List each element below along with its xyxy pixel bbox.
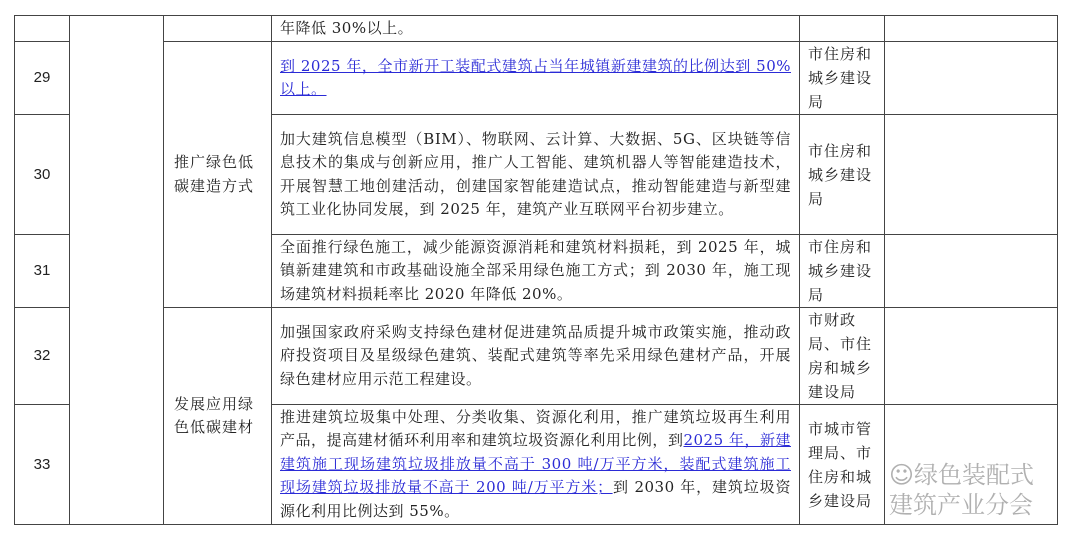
- note-cell: [885, 42, 1058, 115]
- task-cell: [272, 42, 800, 115]
- row-number: 33: [15, 405, 70, 525]
- table-row-continued: [15, 16, 1058, 42]
- dept-cell: 市财政局、市住房和城乡建设局: [800, 308, 885, 405]
- task-cell: 全面推行绿色施工，减少能源资源消耗和建筑材料损耗，到 2025 年，城镇新建建筑和市政基础设施全部采用绿色施工方式；到 2030 年，施工现场建筑材料损耗率比 2020 年降低 20%。: [272, 235, 800, 308]
- dept-cell: 市住房和城乡建设局: [800, 235, 885, 308]
- note-cell: [885, 115, 1058, 235]
- task-text: 推进建筑垃圾集中处理、分类收集、资源化利用，推广建筑垃圾再生利用产品，提高建材循环利用率和建筑垃圾资源化利用比例，到: [280, 407, 791, 450]
- dept-cell: 市城市管理局、市住房和城乡建设局: [800, 405, 885, 525]
- task-cell: 加大建筑信息模型（BIM）、物联网、云计算、大数据、5G、区块链等信息技术的集成与创新应用，推广人工智能、建筑机器人等智能建造技术，开展智慧工地创建活动，创建国家智能建造试点，推动智能建造与新型建筑工业化协同发展，到 2025 年，建筑产业互联网平台初步建立。: [272, 115, 800, 235]
- table-row: [15, 308, 1058, 405]
- note-cell: [885, 405, 1058, 525]
- watermark: ☺绿色装配式建筑产业分会: [889, 461, 1035, 519]
- policy-table: [14, 15, 1058, 525]
- row-number: 30: [15, 115, 70, 235]
- row-number: 29: [15, 42, 70, 115]
- num-cell: [15, 16, 70, 42]
- task-link[interactable]: 2025 年，新建建筑施工现场建筑垃圾排放量不高于 300 吨/万平方米，装配式建筑施工现场建筑垃圾排放量不高于 200 吨/万平方米；: [280, 431, 791, 497]
- note-cell: [885, 235, 1058, 308]
- dept-cell: [800, 16, 885, 42]
- group-cell: [70, 16, 164, 525]
- task-cell: 年降低 30%以上。: [272, 16, 800, 42]
- row-number: 32: [15, 308, 70, 405]
- category-cell: 发展应用绿色低碳建材: [164, 308, 272, 525]
- dept-cell: 市住房和城乡建设局: [800, 42, 885, 115]
- note-cell: [885, 308, 1058, 405]
- task-link[interactable]: 到 2025 年，全市新开工装配式建筑占当年城镇新建建筑的比例达到 50%以上。: [280, 56, 791, 98]
- task-cell: [272, 405, 800, 525]
- note-cell: [885, 16, 1058, 42]
- category-cell: 推广绿色低碳建造方式: [164, 42, 272, 308]
- table-row: [15, 42, 1058, 115]
- wechat-icon: ☺: [889, 461, 915, 489]
- category-cell: [164, 16, 272, 42]
- dept-cell: 市住房和城乡建设局: [800, 115, 885, 235]
- task-text: 到 2030 年，建筑垃圾资源化利用比例达到 55%。: [280, 478, 791, 520]
- task-cell: 加强国家政府采购支持绿色建材促进建筑品质提升城市政策实施，推动政府投资项目及星级绿色建筑、装配式建筑等率先采用绿色建材产品，开展绿色建材应用示范工程建设。: [272, 308, 800, 405]
- row-number: 31: [15, 235, 70, 308]
